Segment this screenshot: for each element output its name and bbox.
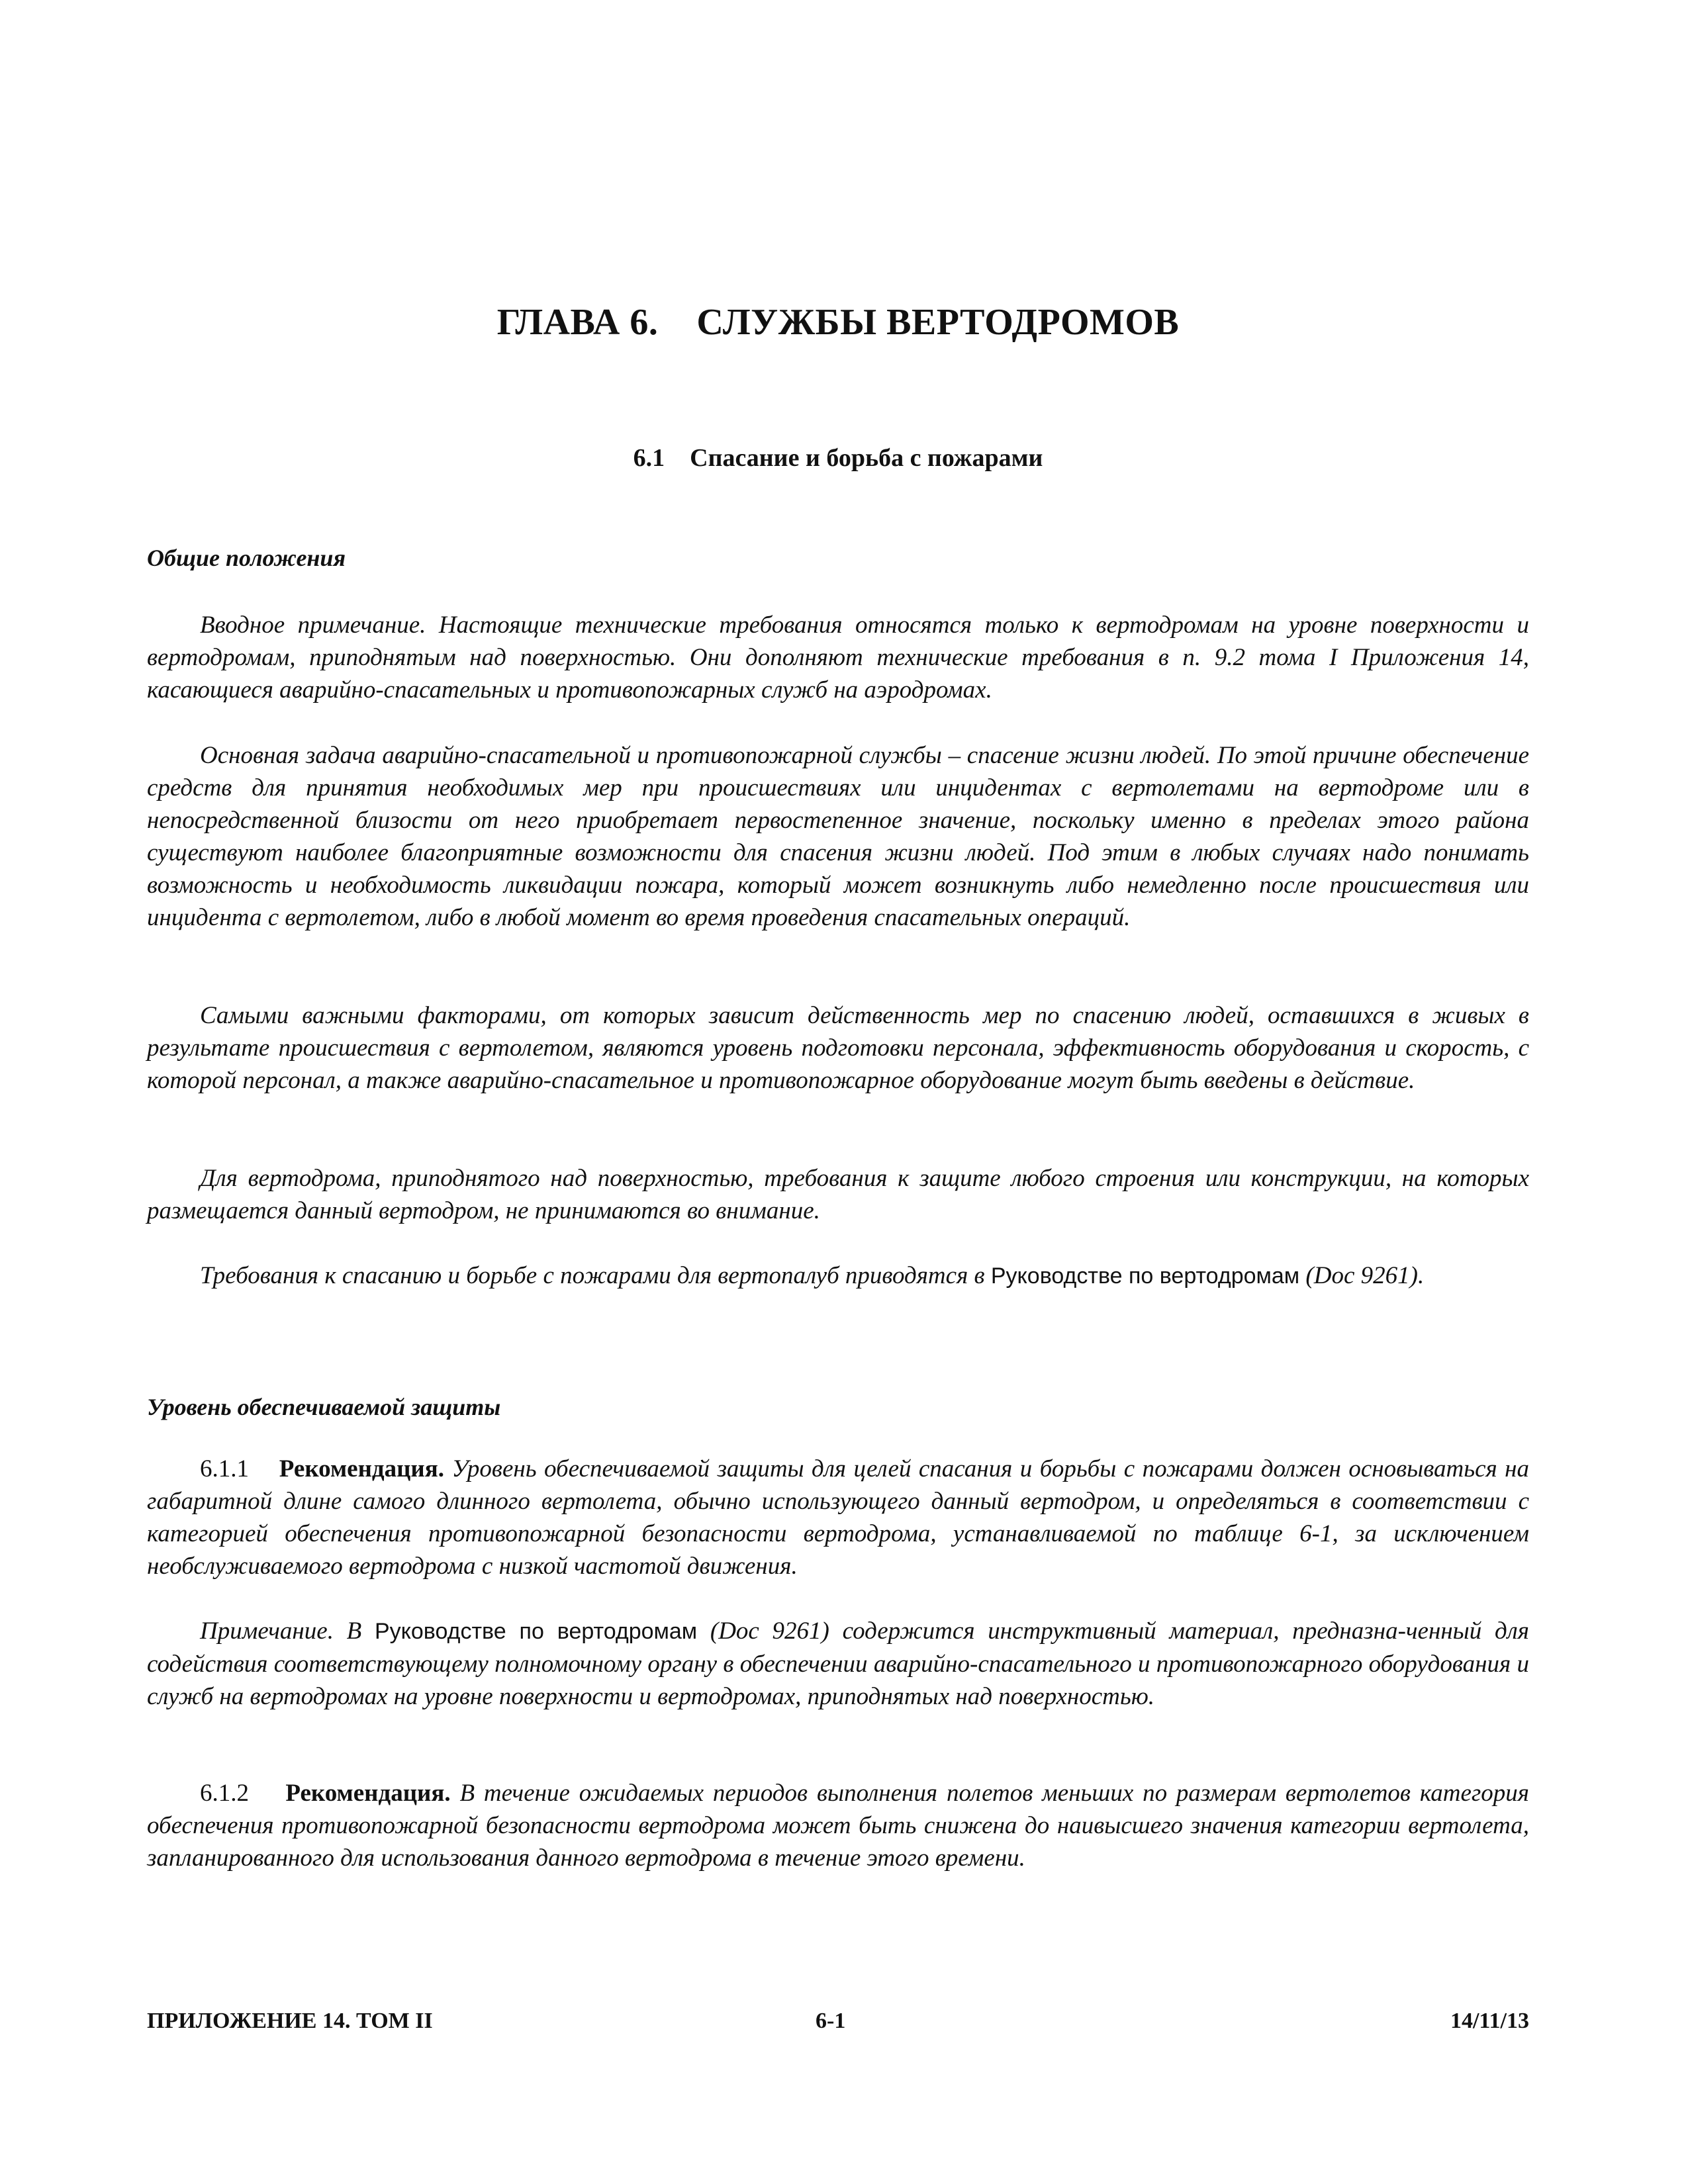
recommendation-text: В течение ожидаемых периодов выполнения полетов меньших по размерам вертолетов категория обеспечения противопожарной безопасности вертодрома может быть снижена до наивысшего значения категории вертолета, запланированного для использования данного вертодрома в течение этого времени. — [147, 1780, 1529, 1872]
note-paragraph — [147, 1615, 1529, 1713]
document-page — [147, 0, 1529, 2184]
main-task-paragraph: Основная задача аварийно-спасательной и противопожарной службы – спасение жизни людей. По этой причине обеспечение средств для принятия необходимых мер при происшествиях или инцидентах с вертолетами на вертодроме или в непосредственной близости от него приобретает первостепенное значение, поскольку именно в пределах этого района существуют наиболее благоприятные возможности для спасения жизни людей. Под этим в любых случаях надо понимать возможность и необходимость ликвидации пожара, который может возникнуть либо немедленно после происшествия или инцидента с вертолетом, либо в любой момент во время проведения спасательных операций. — [147, 742, 1529, 931]
recommendation-6-1-1 — [147, 1453, 1529, 1582]
helideck-text-after: (Doc 9261). — [1299, 1262, 1425, 1289]
note-text-after: (Doc 9261) содержится инструктивный материал, предназна-ченный для содействия соответствующему полномочному органу в обеспечении аварийно-спасательного и противопожарного оборудования и служб на вертодромах на уровне поверхности и вертодромах, приподнятых над поверхностью. — [147, 1617, 1529, 1710]
factors-paragraph: Самыми важными факторами, от которых зависит действенность мер по спасению людей, оставшихся в живых в результате происшествия с вертолетом, являются уровень подготовки персонала, эффективность оборудования и скорость, с которой персонал, а также аварийно-спасательное и противопожарное оборудование могут быть введены в действие. — [147, 1002, 1529, 1094]
heliport-manual-reference: Руководстве по вертодромам — [374, 1619, 698, 1644]
footer-date: 14/11/13 — [1450, 2009, 1529, 2033]
clause-number: 6.1.1 — [200, 1455, 249, 1482]
recommendation-label: Рекомендация. — [285, 1780, 451, 1807]
page-footer — [147, 2009, 1529, 2042]
chapter-title: ГЛАВА 6. СЛУЖБЫ ВЕРТОДРОМОВ — [496, 302, 1180, 343]
recommendation-6-1-2 — [147, 1777, 1529, 1874]
heliport-manual-reference: Руководстве по вертодромам — [990, 1263, 1300, 1289]
intro-note-paragraph: Вводное примечание. Настоящие технические требования относятся только к вертодромам на уровне поверхности и вертодромам, приподнятым над поверхностью. Они дополняют технические требования в п. 9.2 тома I Приложения 14, касающиеся аварийно-спасательных и противопожарных служб на аэродромах. — [147, 612, 1529, 704]
recommendation-label: Рекомендация. — [279, 1455, 445, 1482]
recommendation-text: Уровень обеспечиваемой защиты для целей спасания и борьбы с пожарами должен основываться на габаритной длине самого длинного вертолета, обычно использующего данный вертодром, и определяться в соответствии с категорией обеспечения противопожарной безопасности вертодрома, устанавливаемой по таблице 6-1, за исключением необслуживаемого вертодрома с низкой частотой движения. — [147, 1455, 1530, 1580]
section-title: 6.1 Спасание и борьба с пожарами — [633, 444, 1043, 472]
elevated-heliport-paragraph: Для вертодрома, приподнятого над поверхностью, требования к защите любого строения или конструкции, на которых размещается данный вертодром, не принимаются во внимание. — [147, 1165, 1529, 1224]
clause-number: 6.1.2 — [200, 1780, 249, 1807]
protection-level-heading: Уровень обеспечиваемой защиты — [147, 1394, 501, 1420]
note-text-before: Примечание. В — [200, 1617, 375, 1645]
helideck-paragraph — [147, 1259, 1529, 1293]
helideck-text-before: Требования к спасанию и борьбе с пожарами для вертопалуб приводятся в — [200, 1262, 991, 1289]
general-provisions-heading: Общие положения — [147, 545, 346, 571]
footer-annex-label: ПРИЛОЖЕНИЕ 14. ТОМ II — [147, 2009, 433, 2033]
page-number: 6-1 — [816, 2009, 846, 2033]
